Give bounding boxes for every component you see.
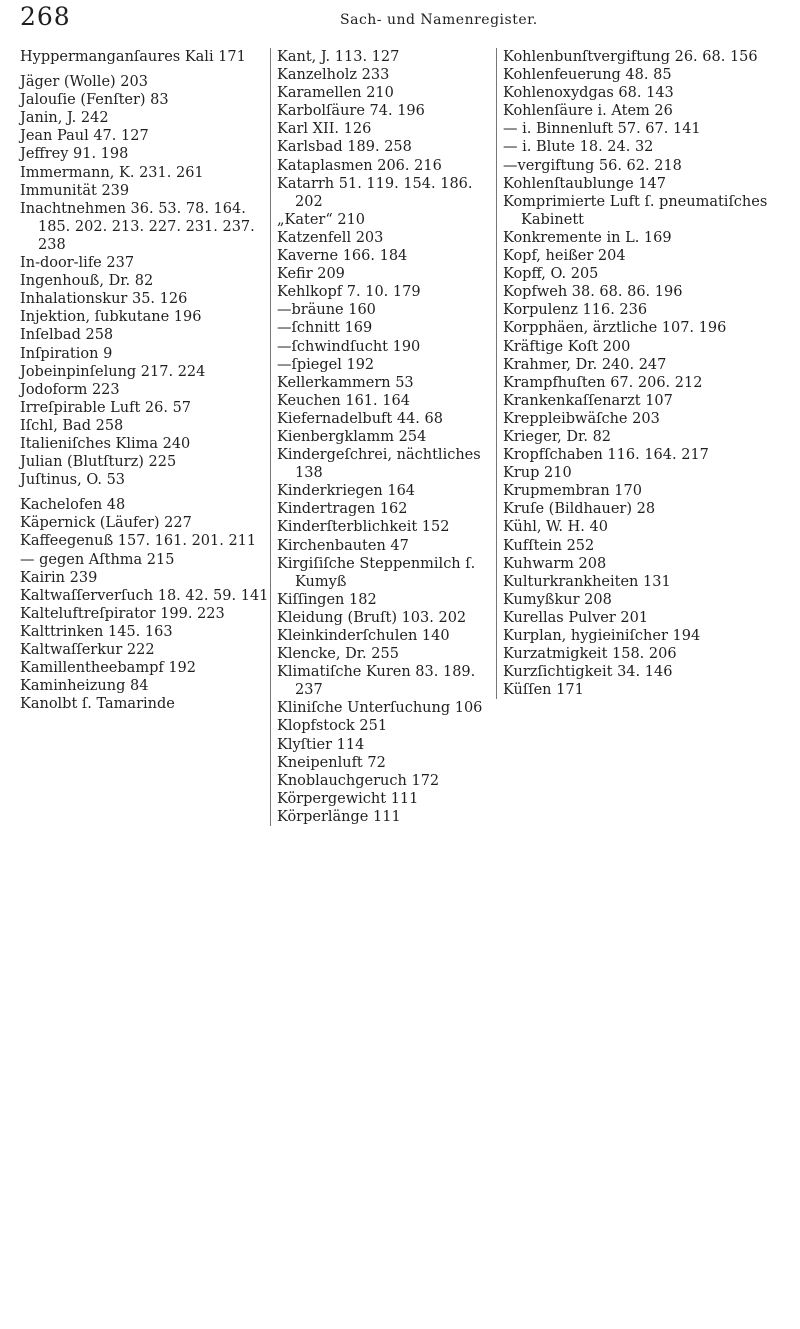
index-entry: Immermann, K. 231. 261 [20, 164, 204, 181]
index-entry: Inſpiration 9 [20, 345, 113, 362]
page-header [0, 0, 800, 44]
index-entry: Krieger, Dr. 82 [503, 428, 612, 445]
index-entry: Karbolſäure 74. 196 [277, 103, 425, 120]
index-entry: Janin, J. 242 [20, 110, 109, 127]
index-entry: Kirgiſiſche Steppenmilch ſ. Kumyß [277, 555, 480, 590]
index-entry: Inſelbad 258 [20, 327, 114, 344]
index-entry: Krampfhuſten 67. 206. 212 [503, 374, 703, 391]
index-entry: Jalouſie (Fenſter) 83 [20, 92, 169, 109]
index-entry: Kefir 209 [277, 266, 345, 283]
section-gap [20, 66, 270, 73]
index-entry: Ingenhouß, Dr. 82 [20, 273, 154, 290]
index-entry: Krankenkaſſenarzt 107 [503, 392, 673, 409]
index-entry: Jodoform 223 [20, 381, 120, 398]
index-entry: Jäger (Wolle) 203 [20, 74, 148, 91]
index-entry: Kellerkammern 53 [277, 374, 414, 391]
index-entry: Kanzelholz 233 [277, 67, 390, 84]
index-entry: Kalttrinken 145. 163 [20, 623, 173, 640]
index-entry: Irreſpirable Luft 26. 57 [20, 399, 192, 416]
index-entry: Keuchen 161. 164 [277, 392, 410, 409]
page-number: 268 [20, 2, 71, 31]
index-entry: Komprimierte Luft ſ. pneumatiſches Kabinett [503, 193, 772, 228]
index-entry: Inachtnehmen 36. 53. 78. 164. 185. 202. 213. 227. 231. 237. 238 [20, 200, 260, 253]
index-entry: Kurplan, hygieiniſcher 194 [503, 628, 701, 644]
index-entry: Injektion, ſubkutane 196 [20, 309, 202, 326]
index-entry: Krahmer, Dr. 240. 247 [503, 356, 667, 373]
index-entry: Kropfſchaben 116. 164. 217 [503, 447, 709, 464]
index-column-1 [20, 48, 270, 713]
index-entry: Knoblauchgeruch 172 [277, 772, 440, 789]
index-entry: Kehlkopf 7. 10. 179 [277, 284, 421, 301]
index-entry: Italieniſches Klima 240 [20, 435, 191, 452]
index-entry: Kohlenbunſtvergiftung 26. 68. 156 [503, 49, 758, 65]
index-entry: Kneipenluft 72 [277, 754, 386, 771]
index-entry: Kinderkriegen 164 [277, 483, 416, 500]
index-entry: Kopfweh 38. 68. 86. 196 [503, 284, 683, 301]
index-entry: Kohlenoxydgas 68. 143 [503, 85, 674, 102]
index-entry: —ſchnitt 169 [277, 320, 373, 337]
index-entry: — i. Blute 18. 24. 32 [503, 139, 654, 156]
index-entry: Kulturkrankheiten 131 [503, 573, 671, 590]
index-entry: Küſſen 171 [503, 682, 584, 699]
index-entry: Kachelofen 48 [20, 497, 126, 514]
index-entry: Kiefernadelbuft 44. 68 [277, 410, 443, 427]
index-entry: Kaltwaſſerkur 222 [20, 642, 155, 658]
index-entry: Klencke, Dr. 255 [277, 646, 399, 663]
index-entry: Kindertragen 162 [277, 501, 408, 518]
index-entry: Kienbergklamm 254 [277, 428, 427, 445]
index-entry: Kalteluftreſpirator 199. 223 [20, 605, 225, 622]
index-entry: Kurellas Pulver 201 [503, 609, 649, 626]
index-entry: Kaltwaſſerverſuch 18. 42. 59. 141 [20, 587, 269, 604]
index-entry: Körperlänge 111 [277, 808, 401, 825]
index-entry: Kohlenſtaublunge 147 [503, 175, 666, 192]
index-entry: Kruſe (Bildhauer) 28 [503, 501, 656, 518]
index-entry: Kindergeſchrei, nächtliches 138 [277, 447, 486, 482]
index-entry: Kataplasmen 206. 216 [277, 157, 442, 174]
index-entry: Kuhwarm 208 [503, 555, 607, 572]
index-entry: Klopfstock 251 [277, 718, 388, 735]
index-entry: Kleidung (Bruſt) 103. 202 [277, 609, 467, 626]
index-entry: Kinderſterblichkeit 152 [277, 519, 450, 536]
index-entry: Krupmembran 170 [503, 483, 642, 500]
index-entry: Juſtinus, O. 53 [20, 472, 126, 489]
index-entry: Käpernick (Läufer) 227 [20, 515, 192, 532]
index-entry: „Kater“ 210 [277, 211, 366, 228]
index-entry: Karlsbad 189. 258 [277, 139, 412, 156]
index-entry: Inhalationskur 35. 126 [20, 291, 188, 308]
index-entry: Jean Paul 47. 127 [20, 128, 149, 145]
index-entry: Kreppleibwäſche 203 [503, 410, 660, 427]
index-entry: Korpphäen, ärztliche 107. 196 [503, 320, 727, 337]
index-entry: —ſpiegel 192 [277, 356, 375, 373]
index-entry: Kurzatmigkeit 158. 206 [503, 646, 677, 663]
index-entry: Kamillentheebampf 192 [20, 660, 196, 677]
index-entry: Kliniſche Unterſuchung 106 [277, 700, 483, 717]
index-entry: Immunität 239 [20, 182, 130, 199]
running-title: Sach- und Namenregister. [340, 12, 538, 28]
index-entry: Krup 210 [503, 465, 572, 482]
index-entry: Julian (Blutſturz) 225 [20, 454, 177, 471]
index-entry: Iſchl, Bad 258 [20, 417, 124, 434]
index-entry: Kaminheizung 84 [20, 678, 149, 695]
index-entry: Kant, J. 113. 127 [277, 49, 400, 65]
index-entry: Kopff, O. 205 [503, 266, 599, 283]
section-gap [20, 489, 270, 496]
index-entry: —ſchwindſucht 190 [277, 338, 421, 355]
index-entry: Konkremente in L. 169 [503, 229, 672, 246]
index-entry: Klyſtier 114 [277, 736, 365, 753]
index-column-3 [496, 48, 787, 699]
index-entry: Kaverne 166. 184 [277, 248, 408, 265]
index-entry: Klimatiſche Kuren 83. 189. 237 [277, 664, 480, 699]
index-entry: Kühl, W. H. 40 [503, 519, 608, 536]
index-entry: — i. Binnenluft 57. 67. 141 [503, 121, 701, 138]
index-entry: —bräune 160 [277, 302, 376, 319]
index-column-2 [270, 48, 497, 826]
index-entry: — gegen Aſthma 215 [20, 551, 175, 568]
index-entry: Kairin 239 [20, 569, 98, 586]
index-entry: Kirchenbauten 47 [277, 537, 409, 554]
index-entry: Kohlenfeuerung 48. 85 [503, 67, 672, 84]
index-entry: Kaffeegenuß 157. 161. 201. 211 [20, 533, 257, 550]
index-entry: Körpergewicht 111 [277, 790, 419, 807]
index-entry: Katzenfell 203 [277, 229, 384, 246]
index-entry: Jobeinpinſelung 217. 224 [20, 363, 206, 380]
index-entry: —vergiftung 56. 62. 218 [503, 157, 682, 174]
index-entry: Hyppermanganſaures Kali 171 [20, 49, 246, 65]
index-entry: Jeffrey 91. 198 [20, 146, 129, 163]
index-entry: Kiſſingen 182 [277, 591, 377, 608]
index-entry: Kumyßkur 208 [503, 591, 612, 608]
index-entry: Karamellen 210 [277, 85, 394, 102]
index-entry: Kanolbt ſ. Tamarinde [20, 696, 175, 713]
index-entry: Kleinkinderſchulen 140 [277, 628, 450, 644]
index-entry: Karl XII. 126 [277, 121, 372, 138]
index-entry: Kohlenſäure i. Atem 26 [503, 103, 673, 120]
index-entry: Kurzſichtigkeit 34. 146 [503, 664, 673, 681]
index-entry: In-door-life 237 [20, 255, 135, 272]
index-entry: Korpulenz 116. 236 [503, 302, 648, 319]
index-entry: Kufſtein 252 [503, 537, 595, 554]
index-entry: Kräftige Koſt 200 [503, 338, 631, 355]
index-entry: Kopf, heißer 204 [503, 248, 626, 265]
index-entry: Katarrh 51. 119. 154. 186. 202 [277, 175, 478, 210]
